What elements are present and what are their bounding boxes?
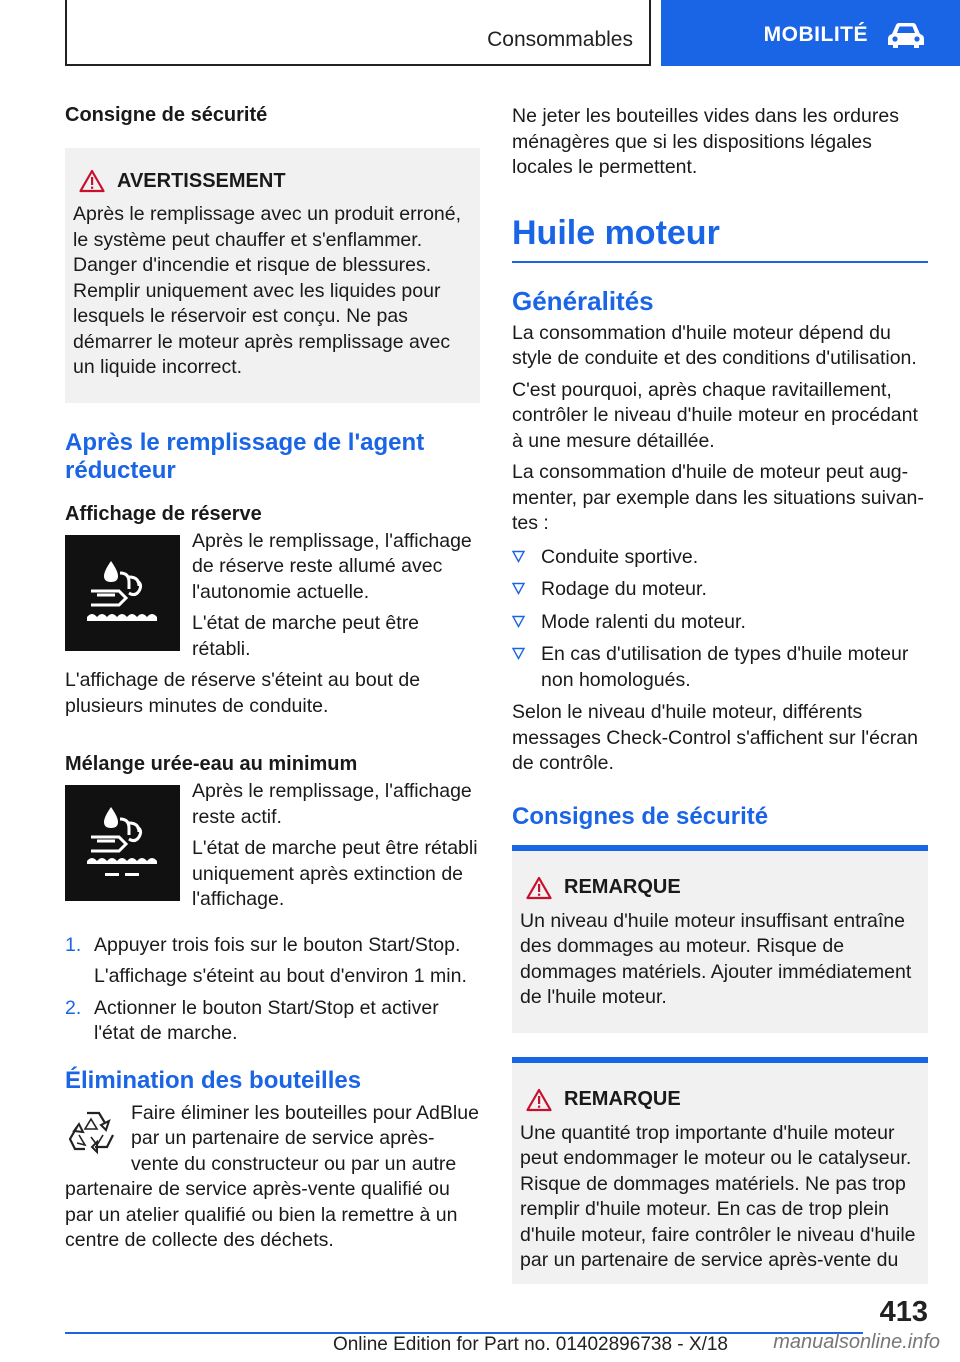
step-number: 2. — [65, 996, 82, 1019]
notice-title-row — [520, 875, 920, 901]
page-number: 413 — [879, 1296, 928, 1328]
reserve-text-3: L'affichage de réserve s'éteint au bout de plusieurs minutes de conduite. — [65, 669, 421, 717]
intro-text: Ne jeter les bouteilles vides dans les ordures ménagères que si les dispositions légales locales le permettent. — [512, 105, 899, 178]
list-item — [512, 610, 928, 636]
bullet-triangle-icon — [512, 550, 525, 563]
header-section-tab — [65, 0, 651, 66]
reserve-text-1: Après le remplissage, l'affichage de réserve reste allumé avec l'autonomie actuelle. — [192, 529, 472, 603]
general-heading: Généralités — [512, 285, 654, 316]
list-item — [65, 996, 480, 1047]
warning-text: Après le remplissage avec un produit erroné, le système peut chauffer et s'enflammer. Danger d'incendie et risque de blessures. Remplir uniquement avec les liquides pour lesquels le réservoir est conçu. Ne pas démarrer le moteur après remplissage avec un liquide incorrect. — [73, 203, 462, 378]
step-number: 1. — [65, 933, 82, 956]
recycle-figure — [65, 1105, 121, 1161]
notice-title: REMARQUE — [564, 876, 681, 898]
right-column — [512, 104, 928, 1308]
reserve-block — [65, 529, 480, 726]
warning-box — [65, 148, 480, 403]
recycle-icon — [65, 1105, 121, 1161]
list-item-text: Mode ralenti du moteur. — [541, 610, 746, 633]
general-text-3: La consommation d'huile de moteur peut augmenter, par exemple dans les situations suivantes : — [512, 461, 924, 534]
page-header — [0, 0, 960, 66]
warning-title-row — [73, 168, 472, 194]
footer-edition: Online Edition for Part no. 01402896738 - X/18 — [332, 1334, 728, 1355]
disposal-block — [65, 1101, 480, 1260]
notice-text: Un niveau d'huile moteur insuffisant entraîne des dommages au moteur. Risque de dommages matériels. Ajouter immédiatement de l'huile moteur. — [520, 909, 912, 1008]
disposal-text: Faire éliminer les bouteilles pour AdBlue par un partenaire de service après-vente du constructeur ou par un autre partenaire de service après-vente qualifié ou par un atelier qualifié ou bien la remettre à un centre de collecte des déchets. — [65, 1101, 479, 1251]
list-item — [512, 642, 928, 693]
warning-triangle-icon — [526, 1088, 552, 1112]
general-text-4: Selon le niveau d'huile moteur, différents messages Check-Control s'affichent sur l'écran de contrôle. — [512, 701, 918, 774]
warning-triangle-icon — [79, 169, 105, 193]
after-fill-heading: Après le remplissage de l'agent réducteur — [65, 428, 425, 484]
steps-list — [65, 933, 480, 1047]
footer-watermark: manualsonline.info — [773, 1331, 940, 1353]
oil-heading: Huile moteur — [512, 213, 928, 263]
reserve-text-2: L'état de marche peut être rétabli. — [192, 612, 420, 660]
reserve-heading: Affichage de réserve — [65, 502, 262, 525]
notice-title: REMARQUE — [564, 1088, 681, 1110]
header-section-title: Consommables — [487, 28, 633, 51]
header-chapter-title: MOBILITÉ — [763, 23, 868, 46]
bullet-triangle-icon — [512, 647, 525, 660]
bullet-triangle-icon — [512, 582, 525, 595]
left-column — [65, 102, 480, 1260]
list-item-text: Conduite sportive. — [541, 545, 699, 568]
step-text: Appuyer trois fois sur le bouton Start/Stop. — [94, 933, 461, 956]
notice-text: Une quantité trop importante d'huile moteur peut endommager le moteur ou le catalyseur. Risque de dommages matériels. Ne pas trop remplir d'huile moteur. En cas de trop plein d'huile moteur, faire contrôler le niveau d'huile par un partenaire de service après-vente du — [520, 1121, 916, 1271]
adblue-reserve-figure — [65, 535, 180, 651]
list-item — [512, 577, 928, 603]
notice-box-2 — [512, 1057, 928, 1284]
minimum-heading: Mélange urée-eau au minimum — [65, 753, 358, 775]
step-text: Actionner le bouton Start/Stop et activer l'état de marche. — [94, 996, 439, 1044]
list-item — [512, 545, 928, 571]
general-text-2: C'est pourquoi, après chaque ravitaillement, contrôler le niveau d'huile moteur en procédant à une mesure détaillée. — [512, 378, 918, 452]
minimum-text-2: L'état de marche peut être rétabli uniquement après extinction de l'affichage. — [192, 837, 478, 910]
general-text-1: La consommation d'huile moteur dépend du style de conduite et des conditions d'utilisation. — [512, 321, 917, 369]
step-sub-text: L'affichage s'éteint au bout d'environ 1 min. — [94, 965, 467, 987]
adblue-reserve-icon — [81, 551, 165, 635]
list-item-text: En cas d'utilisation de types d'huile moteur non homologués. — [541, 643, 909, 691]
situations-list — [512, 545, 928, 694]
adblue-minimum-figure — [65, 785, 180, 901]
list-item-text: Rodage du moteur. — [541, 578, 707, 600]
notice-title-row — [520, 1087, 920, 1113]
notice-box — [512, 845, 928, 1033]
warning-triangle-icon — [526, 876, 552, 900]
list-item — [65, 933, 480, 990]
bullet-triangle-icon — [512, 615, 525, 628]
header-chapter-tab — [661, 0, 960, 66]
minimum-text-1: Après le remplissage, l'affichage reste actif. — [192, 780, 472, 828]
safety-heading: Consigne de sécurité — [65, 104, 268, 126]
minimum-block — [65, 779, 480, 919]
adblue-minimum-icon — [81, 801, 165, 885]
disposal-heading: Élimination des bouteilles — [65, 1066, 362, 1094]
car-icon — [886, 21, 926, 49]
safety-heading-right: Consignes de sécurité — [512, 802, 769, 830]
warning-title: AVERTISSEMENT — [117, 169, 286, 192]
